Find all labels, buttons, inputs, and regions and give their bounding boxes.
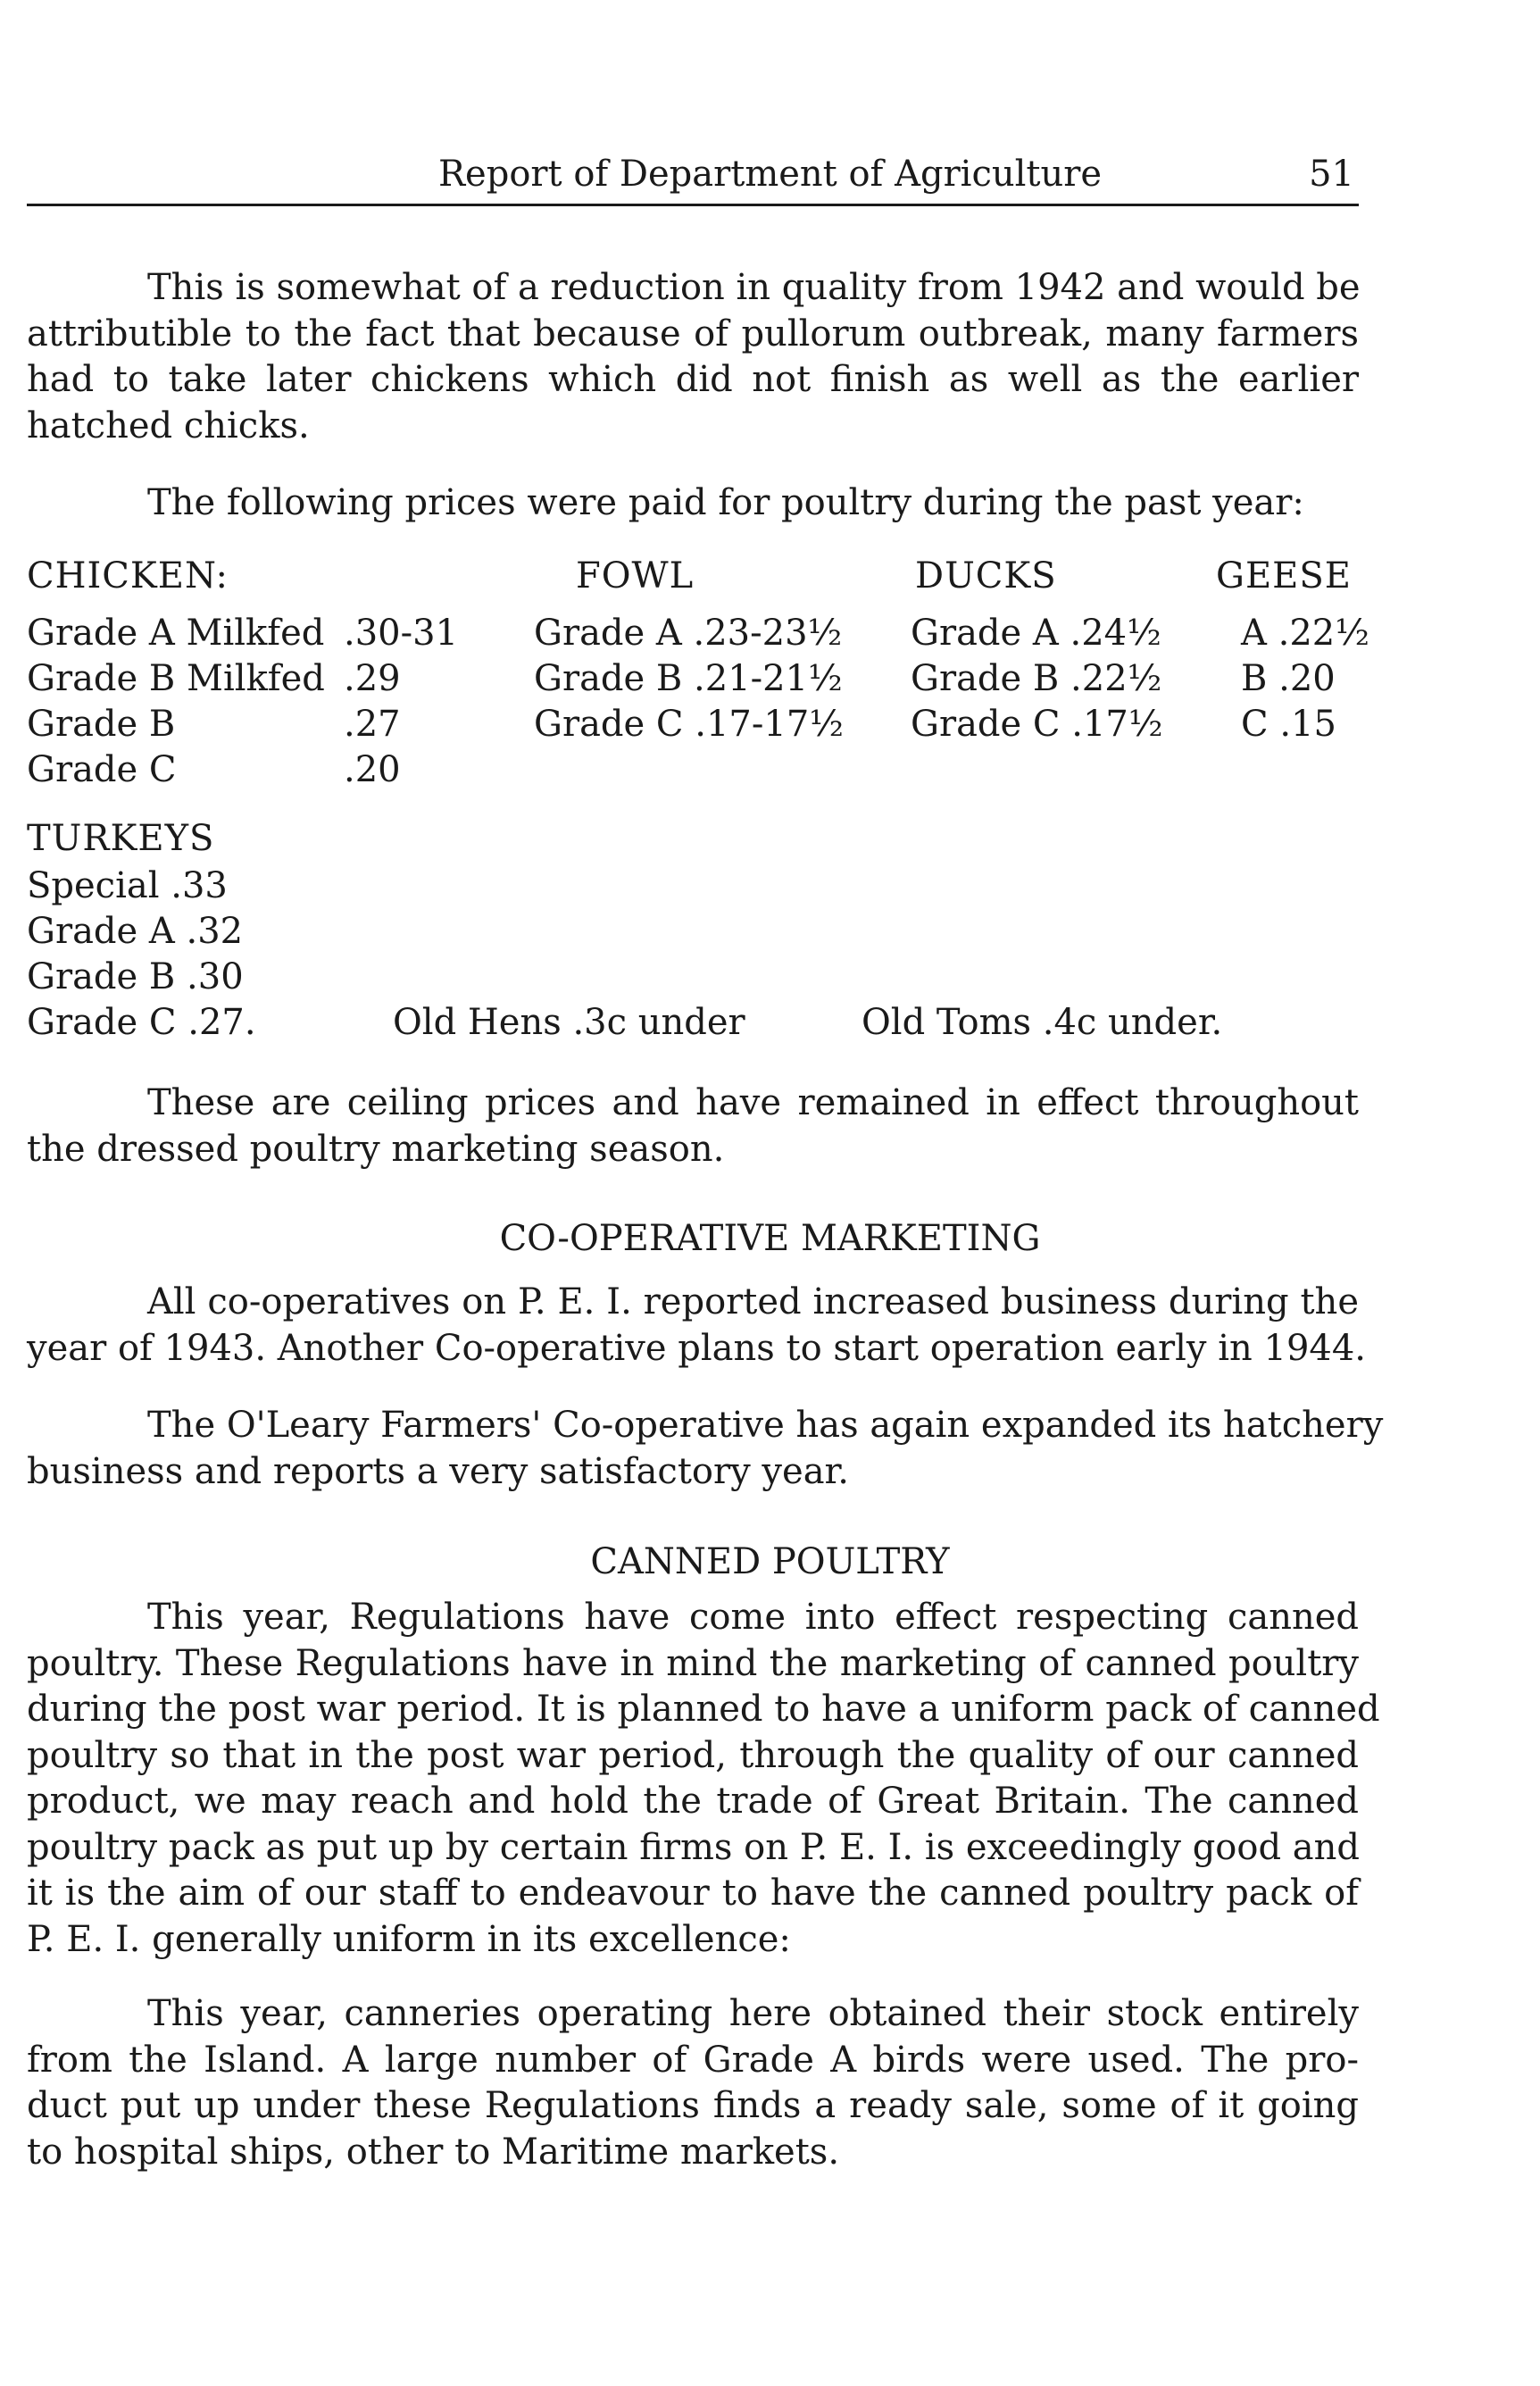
canned-paragraph-1 (27, 1595, 1380, 1963)
chicken-grade-label: Grade A Milkfed (27, 613, 325, 654)
old-toms-note: Old Toms .4c under. (862, 1002, 1223, 1043)
intro-line: hatched chicks. (27, 405, 310, 446)
geese-row: B .20 (1241, 658, 1336, 699)
chicken-heading: CHICKEN: (27, 555, 229, 596)
fowl-heading: FOWL (576, 555, 695, 596)
ducks-heading: DUCKS (915, 555, 1057, 596)
geese-heading: GEESE (1216, 555, 1352, 596)
canned-line: during the post war period. It is planned to have a uniform pack of canned (27, 1689, 1380, 1730)
fowl-row: Grade B .21-21½ (534, 658, 843, 699)
canned-line: product, we may reach and hold the trade of Great Britain. The canned (27, 1781, 1359, 1822)
canned-line: poultry. These Regulations have in mind the marketing of canned poultry (27, 1642, 1359, 1684)
canned-line: from the Island. A large number of Grade A birds were used. The pro- (27, 2039, 1359, 2081)
cooperative-paragraph-2 (27, 1403, 1384, 1495)
turkeys-row: Grade B .30 (27, 956, 244, 997)
canned-line: This year, canneries operating here obtained their stock entirely (147, 1993, 1359, 2034)
canned-line: poultry so that in the post war period, through the quality of our canned (27, 1734, 1359, 1776)
ducks-row: Grade A .24½ (911, 613, 1161, 654)
canned-line: duct put up under these Regulations finds a ready sale, some of it going (27, 2085, 1359, 2126)
canned-line: poultry pack as put up by certain firms on P. E. I. is exceedingly good and (27, 1826, 1361, 1868)
turkeys-row: Special .33 (27, 865, 228, 906)
canned-paragraph-2 (27, 1991, 1359, 2175)
header-rule (27, 204, 1359, 206)
canned-line: to hospital ships, other to Maritime markets. (27, 2131, 840, 2173)
chicken-grade-label: Grade C (27, 749, 177, 790)
ceiling-line: These are ceiling prices and have remained in effect throughout (147, 1082, 1359, 1123)
chicken-grade-price: .30-31 (344, 613, 459, 654)
chicken-grade-price: .27 (344, 704, 401, 745)
intro-line: attributible to the fact that because of pullorum outbreak, many farmers (27, 313, 1359, 355)
cooperative-heading: CO-OPERATIVE MARKETING (499, 1218, 1041, 1259)
running-title: Report of Department of Agriculture (437, 154, 1103, 195)
ceiling-line: the dressed poultry marketing season. (27, 1128, 725, 1170)
cooperative-line: The O'Leary Farmers' Co-operative has again expanded its hatchery (147, 1405, 1384, 1446)
turkeys-row: Grade C .27. (27, 1002, 256, 1043)
canned-line: P. E. I. generally uniform in its excellence: (27, 1918, 791, 1960)
fowl-row: Grade A .23-23½ (534, 613, 843, 654)
fowl-row: Grade C .17-17½ (534, 704, 845, 745)
chicken-grade-price: .29 (344, 658, 401, 699)
cooperative-line: year of 1943. Another Co-operative plans to start operation early in 1944. (27, 1327, 1366, 1369)
chicken-grade-label: Grade B (27, 704, 176, 745)
canned-heading: CANNED POULTRY (590, 1541, 950, 1582)
page-number: 51 (1309, 154, 1354, 195)
prices-intro: The following prices were paid for poultry during the past year: (147, 482, 1304, 523)
turkeys-row: Grade A .32 (27, 911, 244, 952)
turkeys-heading: TURKEYS (27, 818, 215, 859)
old-hens-note: Old Hens .3c under (393, 1002, 745, 1043)
ducks-row: Grade B .22½ (911, 658, 1162, 699)
geese-row: A .22½ (1241, 613, 1369, 654)
cooperative-line: business and reports a very satisfactory year. (27, 1450, 849, 1492)
cooperative-paragraph-1 (27, 1280, 1366, 1372)
canned-line: it is the aim of our staff to endeavour to have the canned poultry pack of (27, 1873, 1359, 1914)
chicken-grade-price: .20 (344, 749, 401, 790)
ducks-row: Grade C .17½ (911, 704, 1163, 745)
intro-line: had to take later chickens which did not finish as well as the earlier (27, 359, 1359, 400)
canned-line: This year, Regulations have come into effect respecting canned (147, 1597, 1359, 1638)
chicken-grade-label: Grade B Milkfed (27, 658, 325, 699)
ceiling-paragraph (27, 1080, 1359, 1172)
cooperative-line: All co-operatives on P. E. I. reported increased business during the (147, 1281, 1359, 1322)
intro-paragraph (27, 265, 1359, 449)
geese-row: C .15 (1241, 704, 1336, 745)
intro-line: This is somewhat of a reduction in quality from 1942 and would be (147, 267, 1361, 308)
